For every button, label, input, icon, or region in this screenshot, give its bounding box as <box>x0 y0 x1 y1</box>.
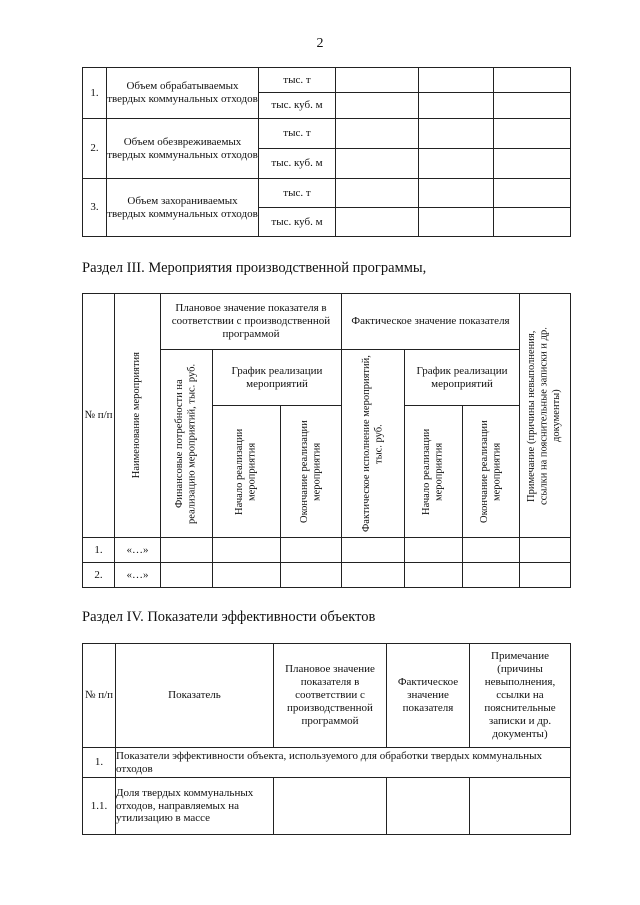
unit-cell: тыс. куб. м <box>259 93 336 119</box>
volume-table <box>82 67 571 237</box>
value-cell <box>274 778 387 835</box>
unit-cell: тыс. т <box>259 119 336 149</box>
header-finance <box>161 350 213 538</box>
value-cell <box>463 563 520 588</box>
value-cell <box>463 538 520 563</box>
value-cell <box>161 538 213 563</box>
header-finance-text: Финансовые потребности на реализацию мероприятий, тыс. руб. <box>174 363 198 524</box>
indicator-text: Доля твердых коммунальных отходов, направляемых на утилизацию в массе <box>116 778 274 835</box>
header-plan-end <box>281 406 342 538</box>
unit-cell: тыс. т <box>259 68 336 93</box>
value-cell <box>281 563 342 588</box>
row-number: 2. <box>83 563 115 588</box>
value-cell <box>470 778 571 835</box>
group-row-text: Показатели эффективности объекта, используемого для обработки твердых коммунальных отходов <box>116 748 571 778</box>
row-number: 1. <box>83 538 115 563</box>
header-num: № п/п <box>83 644 116 748</box>
value-cell <box>494 119 571 149</box>
page-number: 2 <box>316 36 324 51</box>
header-note: Примечание (причины невыполнения, ссылки на пояснительные записки и др. документы) <box>470 644 571 748</box>
value-cell <box>387 778 470 835</box>
value-cell <box>336 179 419 208</box>
header-plan-start-text: Начало реализации мероприятия <box>234 428 258 515</box>
value-cell <box>342 563 405 588</box>
value-cell <box>520 563 571 588</box>
value-cell <box>494 149 571 179</box>
row-name: Объем захораниваемых твердых коммунальных отходов <box>107 179 259 237</box>
value-cell <box>336 68 419 93</box>
value-cell <box>419 93 494 119</box>
efficiency-table <box>82 643 571 835</box>
row-name: «…» <box>115 538 161 563</box>
row-name: Объем обезвреживаемых твердых коммунальных отходов <box>107 119 259 179</box>
row-number: 1. <box>83 68 107 119</box>
value-cell <box>494 93 571 119</box>
value-cell <box>336 208 419 237</box>
value-cell <box>494 68 571 93</box>
header-actual-exec <box>342 350 405 538</box>
value-cell <box>213 563 281 588</box>
value-cell <box>419 149 494 179</box>
value-cell <box>419 179 494 208</box>
row-number: 1. <box>83 748 116 778</box>
header-actual-group: Фактическое значение показателя <box>342 294 520 350</box>
header-planned: Плановое значение показателя в соответствии с производственной программой <box>274 644 387 748</box>
header-actual-end-text: Окончание реализации мероприятия <box>478 420 503 523</box>
value-cell <box>419 119 494 149</box>
value-cell <box>494 179 571 208</box>
unit-cell: тыс. куб. м <box>259 149 336 179</box>
row-name: «…» <box>115 563 161 588</box>
header-name-text: Наименование мероприятия <box>131 352 143 479</box>
section-4-title: Раздел IV. Показатели эффективности объектов <box>82 609 376 625</box>
row-number: 1.1. <box>83 778 116 835</box>
value-cell <box>494 208 571 237</box>
header-plan-end-text: Окончание реализации мероприятия <box>298 420 322 523</box>
row-name: Объем обрабатываемых твердых коммунальных отходов <box>107 68 259 119</box>
header-indicator: Показатель <box>116 644 274 748</box>
row-number: 2. <box>83 119 107 179</box>
header-actual-exec-text: Фактическое исполнение мероприятий, тыс. руб. <box>360 355 384 532</box>
value-cell <box>336 93 419 119</box>
header-actual-schedule: График реализации мероприятий <box>405 350 520 406</box>
section-3-title: Раздел III. Мероприятия производственной программы, <box>82 260 427 276</box>
value-cell <box>419 68 494 93</box>
value-cell <box>281 538 342 563</box>
header-actual-start <box>405 406 463 538</box>
value-cell <box>405 538 463 563</box>
value-cell <box>336 119 419 149</box>
value-cell <box>161 563 213 588</box>
value-cell <box>336 149 419 179</box>
value-cell <box>213 538 281 563</box>
header-plan-start <box>213 406 281 538</box>
header-actual-end <box>463 406 520 538</box>
value-cell <box>520 538 571 563</box>
unit-cell: тыс. т <box>259 179 336 208</box>
header-actual: Фактическое значение показателя <box>387 644 470 748</box>
header-plan-schedule: График реализации мероприятий <box>213 350 342 406</box>
value-cell <box>419 208 494 237</box>
measures-table <box>82 293 571 588</box>
value-cell <box>405 563 463 588</box>
header-actual-start-text: Начало реализации мероприятия <box>421 428 445 515</box>
header-note-text: Примечание (причины невыполнения, ссылки на пояснительные записки и др. документы) <box>526 326 563 505</box>
header-planned-group: Плановое значение показателя в соответствии с производственной программой <box>161 294 342 350</box>
unit-cell: тыс. куб. м <box>259 208 336 237</box>
value-cell <box>342 538 405 563</box>
header-note <box>520 294 571 538</box>
row-number: 3. <box>83 179 107 237</box>
header-name <box>115 294 161 538</box>
header-num: № п/п <box>83 294 115 538</box>
